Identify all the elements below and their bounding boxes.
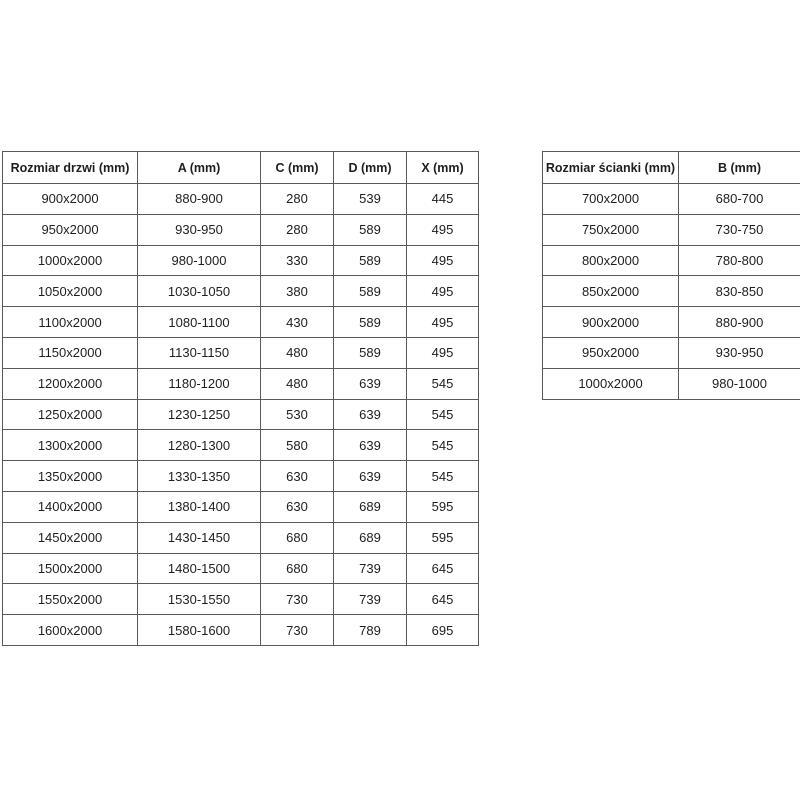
column-header: X (mm) (407, 152, 479, 184)
table-row (3, 307, 479, 338)
table-cell: 530 (261, 399, 334, 430)
table-cell: 580 (261, 430, 334, 461)
column-header: B (mm) (679, 152, 800, 184)
table-cell: 639 (334, 461, 407, 492)
table-row (3, 368, 479, 399)
table-cell: 545 (407, 399, 479, 430)
table-row (3, 461, 479, 492)
table-cell: 1530-1550 (138, 584, 261, 615)
table-cell: 495 (407, 245, 479, 276)
table-row (543, 307, 800, 338)
table-cell: 880-900 (138, 184, 261, 215)
table-cell: 595 (407, 522, 479, 553)
column-header: Rozmiar ścianki (mm) (543, 152, 679, 184)
table-cell: 639 (334, 399, 407, 430)
table-row (543, 337, 800, 368)
table-cell: 730 (261, 615, 334, 646)
table-row (3, 430, 479, 461)
table-cell: 539 (334, 184, 407, 215)
table-cell: 445 (407, 184, 479, 215)
table-cell: 1300x2000 (3, 430, 138, 461)
table-row (3, 615, 479, 646)
table-cell: 480 (261, 337, 334, 368)
table-cell: 1050x2000 (3, 276, 138, 307)
table-row (543, 276, 800, 307)
table-row (3, 337, 479, 368)
table-cell: 1430-1450 (138, 522, 261, 553)
table-cell: 1330-1350 (138, 461, 261, 492)
table-cell: 330 (261, 245, 334, 276)
table-cell: 1130-1150 (138, 337, 261, 368)
table-cell: 495 (407, 337, 479, 368)
table-cell: 645 (407, 553, 479, 584)
table-row (3, 184, 479, 215)
table-cell: 1230-1250 (138, 399, 261, 430)
column-header: Rozmiar drzwi (mm) (3, 152, 138, 184)
table-row (543, 184, 800, 215)
table-cell: 589 (334, 337, 407, 368)
table-cell: 1250x2000 (3, 399, 138, 430)
table-cell: 589 (334, 276, 407, 307)
table-cell: 630 (261, 491, 334, 522)
table-cell: 680 (261, 553, 334, 584)
table-cell: 1600x2000 (3, 615, 138, 646)
table-cell: 695 (407, 615, 479, 646)
table-cell: 739 (334, 584, 407, 615)
table-cell: 595 (407, 491, 479, 522)
table-cell: 495 (407, 276, 479, 307)
table-cell: 1030-1050 (138, 276, 261, 307)
table-row (543, 214, 800, 245)
table-cell: 1000x2000 (543, 368, 679, 399)
table-cell: 1150x2000 (3, 337, 138, 368)
column-header: D (mm) (334, 152, 407, 184)
table-cell: 630 (261, 461, 334, 492)
table-cell: 1180-1200 (138, 368, 261, 399)
table-row (543, 368, 800, 399)
table-cell: 480 (261, 368, 334, 399)
table-cell: 589 (334, 245, 407, 276)
table-cell: 589 (334, 214, 407, 245)
table-row (3, 491, 479, 522)
table-cell: 689 (334, 522, 407, 553)
table-cell: 1380-1400 (138, 491, 261, 522)
table-cell: 639 (334, 430, 407, 461)
header-row (3, 152, 479, 184)
table-cell: 495 (407, 307, 479, 338)
table-row (3, 276, 479, 307)
table-cell: 280 (261, 184, 334, 215)
header-row (543, 152, 800, 184)
table-cell: 280 (261, 214, 334, 245)
table-cell: 1200x2000 (3, 368, 138, 399)
table-cell: 430 (261, 307, 334, 338)
table-cell: 950x2000 (543, 337, 679, 368)
wall-size-table (542, 151, 800, 400)
table-cell: 750x2000 (543, 214, 679, 245)
table-row (3, 522, 479, 553)
table-cell: 780-800 (679, 245, 800, 276)
table-cell: 950x2000 (3, 214, 138, 245)
table-cell: 980-1000 (138, 245, 261, 276)
table-cell: 930-950 (679, 337, 800, 368)
table-cell: 1100x2000 (3, 307, 138, 338)
table-cell: 900x2000 (3, 184, 138, 215)
table-cell: 930-950 (138, 214, 261, 245)
table-cell: 1580-1600 (138, 615, 261, 646)
door-size-table (2, 151, 479, 646)
table-row (3, 245, 479, 276)
table-cell: 589 (334, 307, 407, 338)
table-cell: 680 (261, 522, 334, 553)
table-cell: 789 (334, 615, 407, 646)
table-cell: 980-1000 (679, 368, 800, 399)
table-cell: 1000x2000 (3, 245, 138, 276)
table-cell: 850x2000 (543, 276, 679, 307)
column-header: C (mm) (261, 152, 334, 184)
table-row (3, 553, 479, 584)
table-row (3, 214, 479, 245)
table-cell: 495 (407, 214, 479, 245)
table-cell: 639 (334, 368, 407, 399)
table-row (3, 399, 479, 430)
table-cell: 800x2000 (543, 245, 679, 276)
table-cell: 1350x2000 (3, 461, 138, 492)
table-cell: 680-700 (679, 184, 800, 215)
table-cell: 689 (334, 491, 407, 522)
table-cell: 1400x2000 (3, 491, 138, 522)
table-cell: 700x2000 (543, 184, 679, 215)
table-cell: 1280-1300 (138, 430, 261, 461)
table-cell: 880-900 (679, 307, 800, 338)
table-cell: 739 (334, 553, 407, 584)
table-row (3, 584, 479, 615)
table-cell: 545 (407, 430, 479, 461)
table-cell: 380 (261, 276, 334, 307)
table-cell: 1450x2000 (3, 522, 138, 553)
table-cell: 1080-1100 (138, 307, 261, 338)
table-row (543, 245, 800, 276)
table-cell: 645 (407, 584, 479, 615)
table-cell: 900x2000 (543, 307, 679, 338)
table-cell: 1550x2000 (3, 584, 138, 615)
table-cell: 730-750 (679, 214, 800, 245)
table-cell: 545 (407, 368, 479, 399)
table-cell: 830-850 (679, 276, 800, 307)
table-cell: 545 (407, 461, 479, 492)
table-cell: 730 (261, 584, 334, 615)
table-cell: 1500x2000 (3, 553, 138, 584)
table-cell: 1480-1500 (138, 553, 261, 584)
column-header: A (mm) (138, 152, 261, 184)
